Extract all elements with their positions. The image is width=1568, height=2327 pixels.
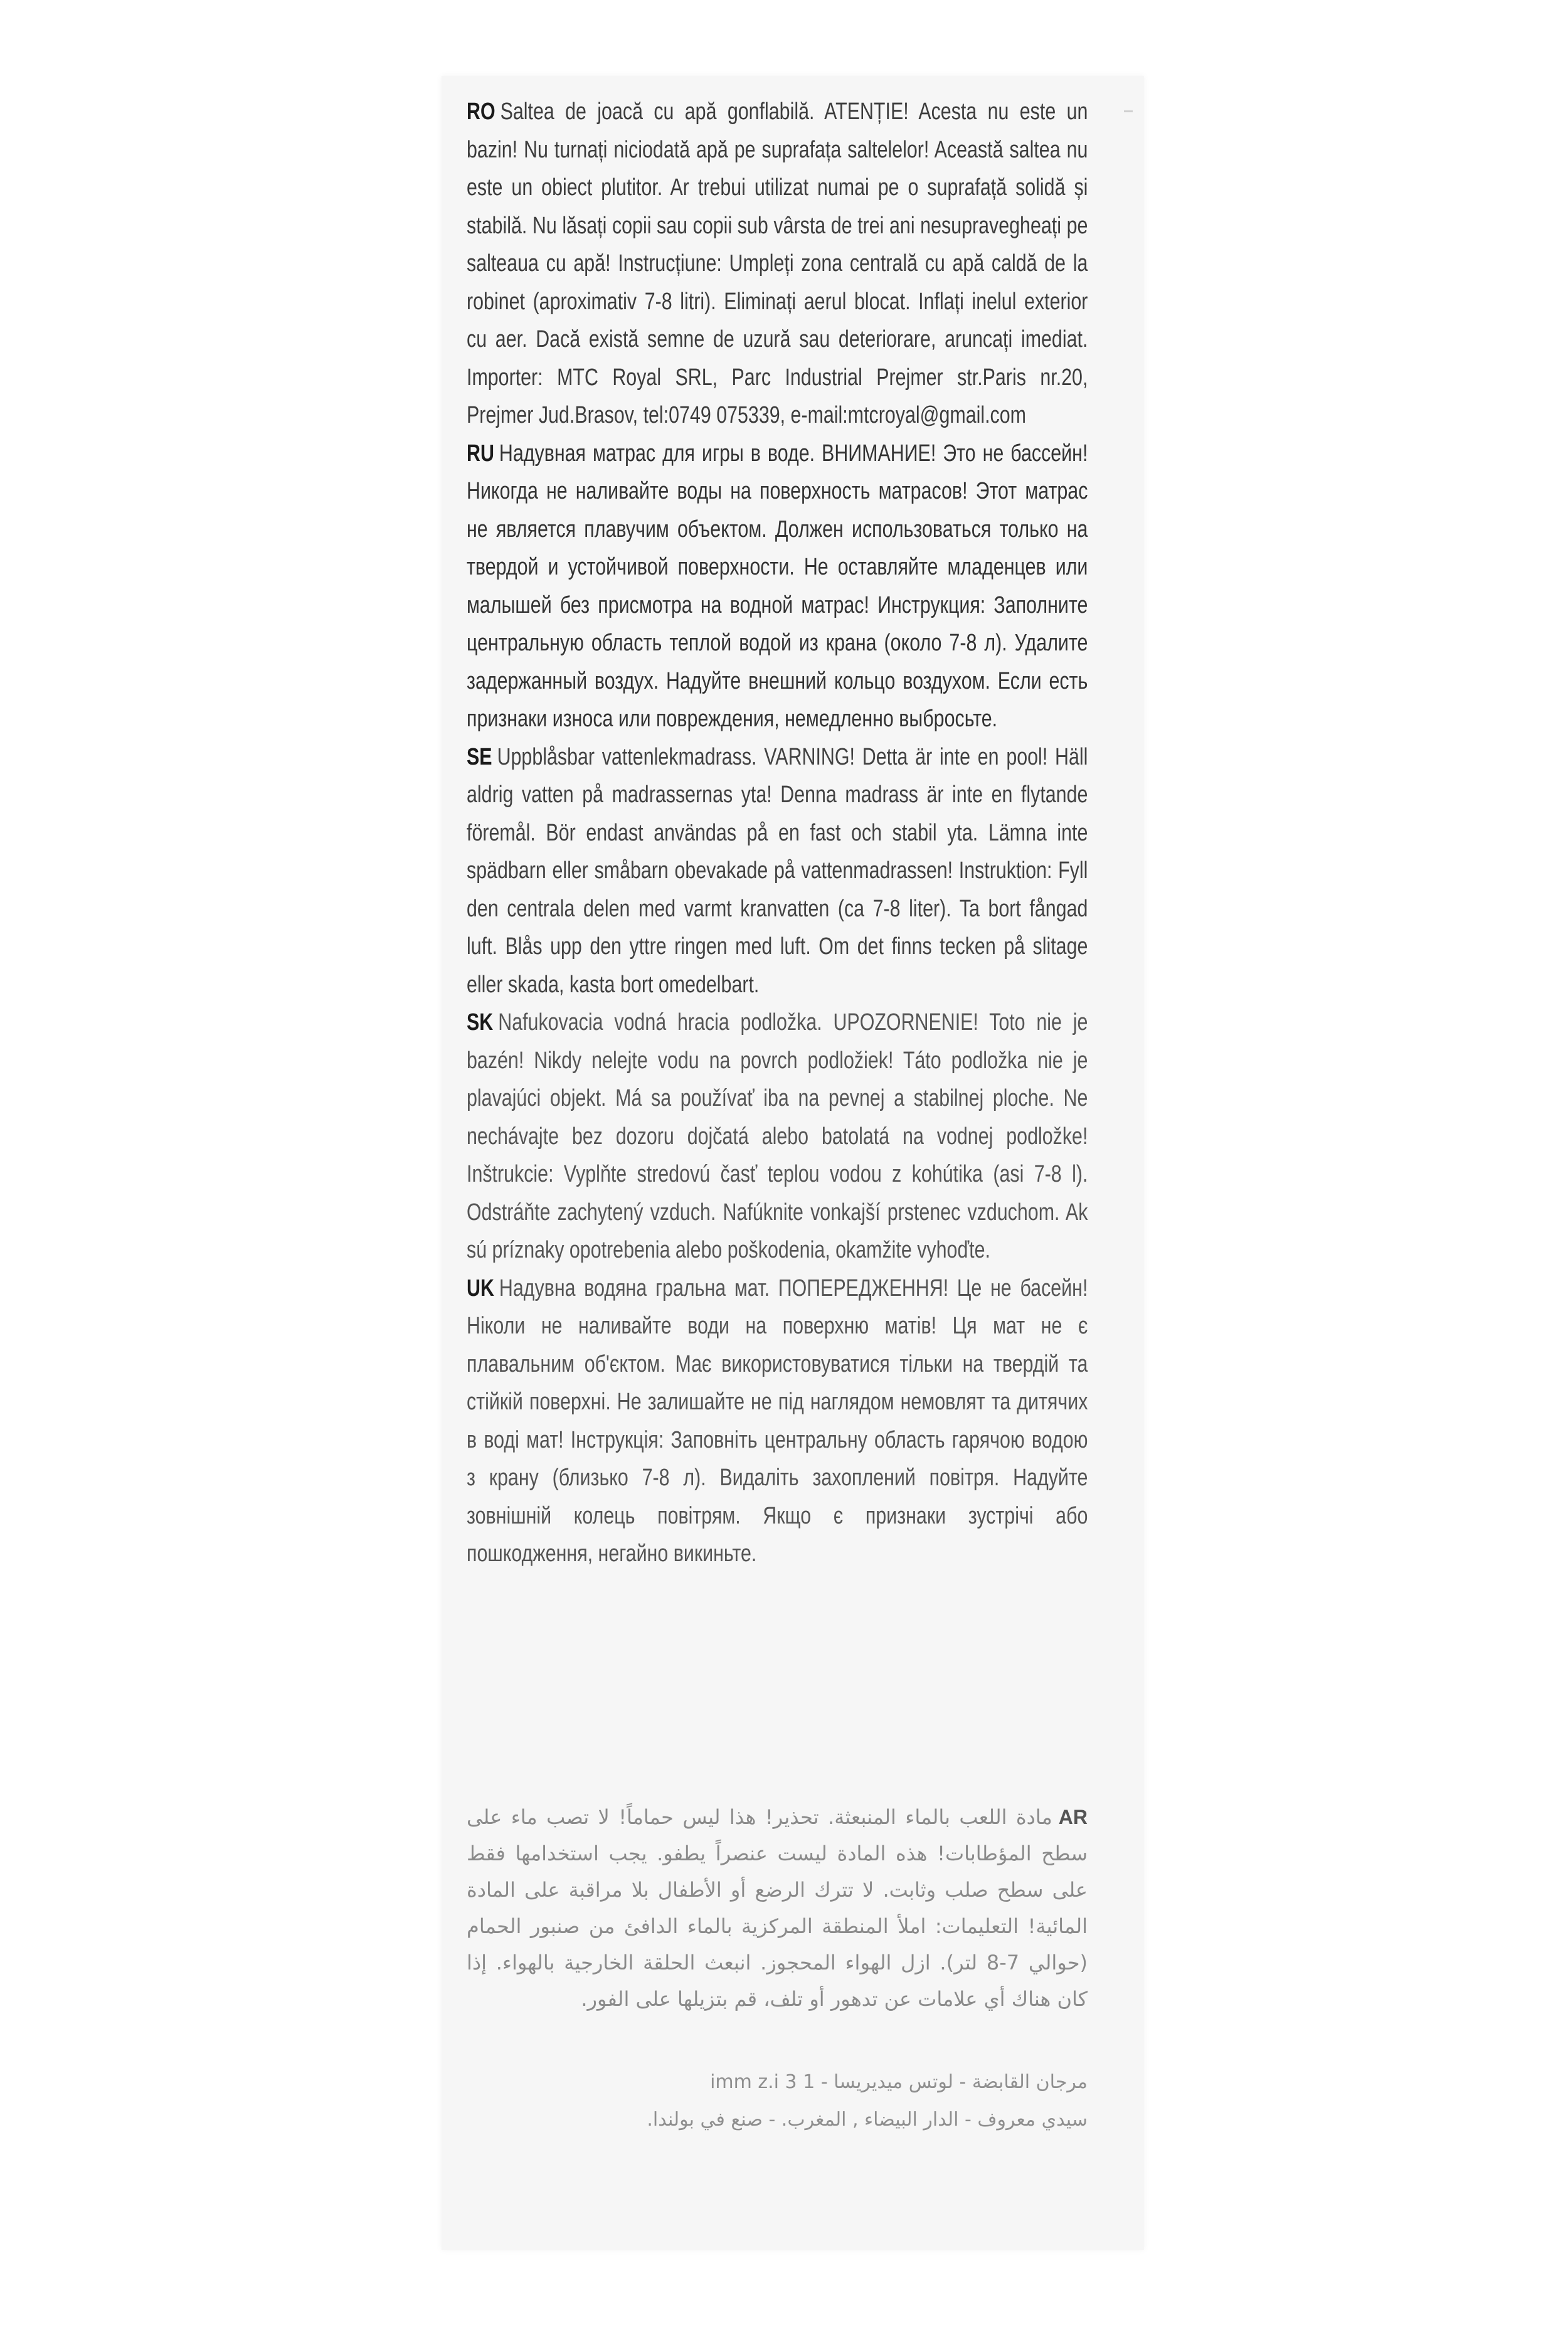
card-edge-mark: [1124, 110, 1133, 112]
lang-code-se: SE: [467, 743, 492, 770]
lang-code-ro: RO: [467, 98, 495, 125]
lang-code-sk: SK: [467, 1009, 494, 1036]
lang-code-ar: AR: [1058, 1806, 1088, 1828]
section-ar-text: مادة اللعب بالماء المنبعثة. تحذير! هذا ليس حماماً! لا تصب ماء على سطح المؤطابات! هذه المادة ليست عنصراً يطفو. يجب استخدامها فقط على سطح صلب وثابت. لا تترك الرضع أو الأطفال بلا مراقبة على المادة المائية! التعليمات: املأ المنطقة المركزية بالماء الدافئ من صنبور الحمام (حوالي 7-8 لتر). ازل الهواء المحجوز. انبعث الحلقة الخارجية بالهواء. إذا كان هناك أي علامات عن تدهور أو تلف، قم بتزيلها على الفور.: [467, 1805, 1088, 2011]
ar-footer-line-2: سيدي معروف - الدار البيضاء , المغرب. - صنع في بولندا.: [647, 2109, 1088, 2131]
section-uk: [467, 1270, 1088, 1573]
section-ro: [467, 93, 1088, 435]
section-uk-text: Надувна водяна гральна мат. ПОПЕРЕДЖЕННЯ! Це не басейн! Ніколи не наливайте води на поверхню матів! Ця мат не є плавальним об'єктом. Має використовуватися тільки на твердій та стійкій поверхні. Не залишайте не під наглядом немовлят та дитячих в воді мат! Інструкція: Заповніть центральну область гарячою водою з крану (близько 7-8 л). Видаліть захоплений повітря. Надуйте зовнішній колець повітрям. Якщо є признаки зустрічі або пошкодження, негайно викиньте.: [467, 1275, 1088, 1567]
section-sk: [467, 1004, 1088, 1270]
lang-code-uk: UK: [467, 1275, 494, 1301]
ar-footer-line-1: مرجان القابضة - لوتس ميديريسا - 1 imm z.i 3: [710, 2071, 1088, 2093]
section-se: [467, 738, 1088, 1004]
label-text-column: [467, 93, 1088, 1573]
section-ru: [467, 435, 1088, 738]
lang-code-ru: RU: [467, 440, 494, 467]
section-ar: [467, 1799, 1088, 2017]
section-se-text: Uppblåsbar vattenlekmadrass. VARNING! Detta är inte en pool! Häll aldrig vatten på madrassernas yta! Denna madrass är inte en flytande föremål. Bör endast användas på en fast och stabil yta. Lämna inte spädbarn eller småbarn obevakade på vattenmadrassen! Instruktion: Fyll den centrala delen med varmt kranvatten (ca 7-8 liter). Ta bort fångad luft. Blås upp den yttre ringen med luft. Om det finns tecken på slitage eller skada, kasta bort omedelbart.: [467, 743, 1088, 998]
section-ro-text: Saltea de joacă cu apă gonflabilă. ATENȚIE! Acesta nu este un bazin! Nu turnați niciodată apă pe suprafața saltelelor! Această saltea nu este un obiect plutitor. Ar trebui utilizat numai pe o suprafață solidă și stabilă. Nu lăsați copii sau copii sub vârsta de trei ani nesupravegheați pe salteaua cu apă! Instrucțiune: Umpleți zona centrală cu apă caldă de la robinet (aproximativ 7-8 litri). Eliminați aerul blocat. Inflați inelul exterior cu aer. Dacă există semne de uzură sau deteriorare, aruncați imediat. Importer: MTC Royal SRL, Parc Industrial Prejmer str.Paris nr.20, Prejmer Jud.Brasov, tel:0749 075339, e-mail:mtcroyal@gmail.com: [467, 98, 1088, 428]
section-ru-text: Надувная матрас для игры в воде. ВНИМАНИЕ! Это не бассейн! Никогда не наливайте воды на поверхность матрасов! Этот матрас не является плавучим объектом. Должен использоваться только на твердой и устойчивой поверхности. Не оставляйте младенцев или малышей без присмотра на водной матрас! Инструкция: Заполните центральную область теплой водой из крана (около 7-8 л). Удалите задержанный воздух. Надуйте внешний кольцо воздухом. Если есть признаки износа или повреждения, немедленно выбросьте.: [467, 440, 1088, 732]
section-sk-text: Nafukovacia vodná hracia podložka. UPOZORNENIE! Toto nie je bazén! Nikdy nelejte vodu na povrch podložiek! Táto podložka nie je plavajúci objekt. Má sa používať iba na pevnej a stabilnej ploche. Ne nechávajte bez dozoru dojčatá alebo batolatá na vodnej podložke! Inštrukcie: Vyplňte stredovú časť teplou vodou z kohútika (asi 7-8 l). Odstráňte zachytený vzduch. Nafúknite vonkajší prstenec vzduchom. Ak sú príznaky opotrebenia alebo poškodenia, okamžite vyhoďte.: [467, 1009, 1088, 1263]
